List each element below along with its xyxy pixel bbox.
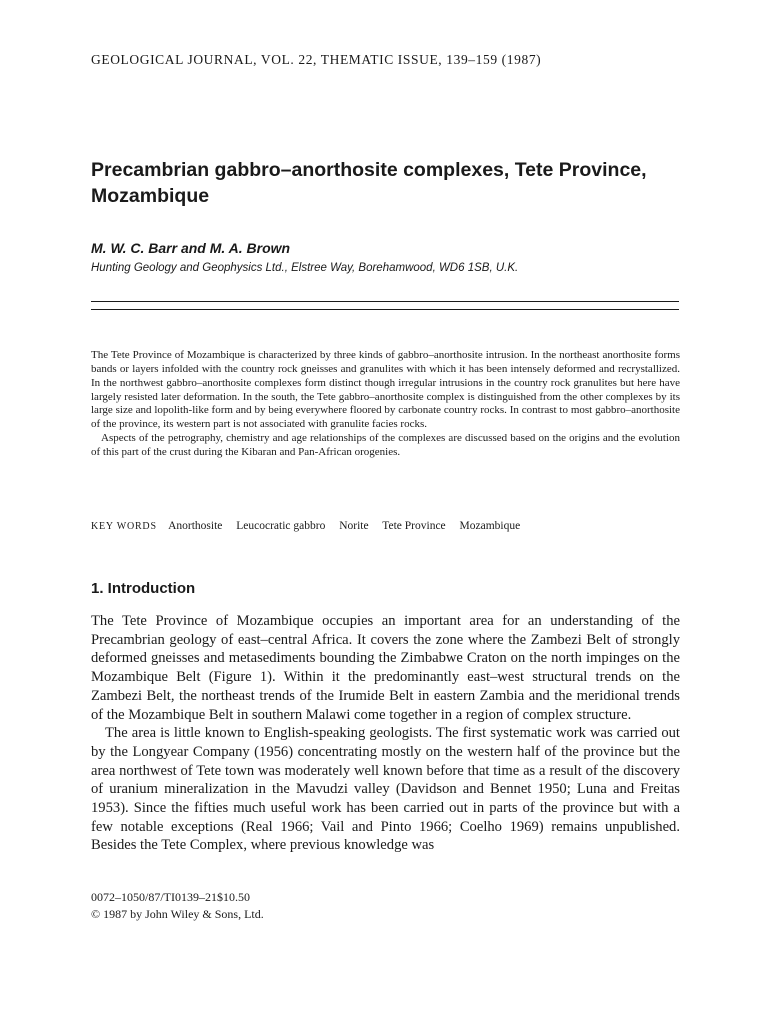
keyword: Leucocratic gabbro bbox=[236, 520, 326, 532]
keywords-label: KEY WORDS bbox=[91, 521, 157, 532]
footer bbox=[91, 889, 491, 923]
article-title: Precambrian gabbro–anorthosite complexes, Tete Province, Mozambique bbox=[91, 159, 647, 207]
keyword: Tete Province bbox=[382, 520, 446, 532]
title-divider-bottom bbox=[91, 309, 679, 310]
affiliation: Hunting Geology and Geophysics Ltd., Elstree Way, Borehamwood, WD6 1SB, U.K. bbox=[91, 262, 519, 274]
keyword: Mozambique bbox=[459, 520, 521, 532]
section-body bbox=[91, 612, 680, 855]
abstract-paragraph: Aspects of the petrography, chemistry and age relationships of the complexes are discussed based on the origins and the evolution of this part of the crust during the Kibaran and Pan-African orogenies. bbox=[91, 432, 680, 458]
abstract bbox=[91, 349, 680, 460]
running-head: GEOLOGICAL JOURNAL, VOL. 22, THEMATIC ISSUE, 139–159 (1987) bbox=[91, 52, 542, 67]
keyword: Anorthosite bbox=[168, 520, 223, 532]
article-code: 0072–1050/87/TI0139–21$10.50 bbox=[91, 890, 250, 904]
abstract-paragraph: The Tete Province of Mozambique is characterized by three kinds of gabbro–anorthosite intrusion. In the northeast anorthosite forms bands or layers infolded with the country rock gneisses and granulites with which it has been intensely deformed and recrystallized. In the northwest gabbro–anorthosite complexes form distinct though irregular intrusions in the country rock granulites but here have largely resisted later deformation. In the south, the Tete gabbro–anorthosite complex is distinguished from the other complexes by its large size and lopolith-like form and by being everywhere floored by carbonate country rocks. In contrast to most gabbro–anorthosite of the province, its western part is not associated with granulite facies rocks. bbox=[91, 349, 680, 431]
title-divider-top bbox=[91, 301, 679, 302]
keywords bbox=[91, 520, 691, 532]
body-paragraph: The area is little known to English-speaking geologists. The first systematic work was carried out by the Longyear Company (1956) concentrating mostly on the western half of the province but the area northwest of Tete town was moderately well known before that time as a result of the discovery of uranium mineralization in the Mavudzi valley (Davidson and Bennet 1950; Luna and Freitas 1953). Since the fifties much useful work has been carried out in parts of the province but with a few notable exceptions (Real 1966; Vail and Pinto 1966; Coelho 1969) remains unpublished. Besides the Tete Complex, where previous knowledge was bbox=[91, 725, 680, 854]
keyword: Norite bbox=[339, 520, 369, 532]
body-paragraph: The Tete Province of Mozambique occupies an important area for an understanding of the Precambrian geology of east–central Africa. It covers the zone where the Zambezi Belt of strongly deformed gneisses and metasediments bounding the Zimbabwe Craton on the north impinges on the Mozambique Belt (Figure 1). Within it the predominantly east–west structural trends on the Zambezi Belt, the northeast trends of the Irumide Belt in eastern Zambia and the meridional trends of the Mozambique Belt in southern Malawi come together in a region of complex structure. bbox=[91, 613, 680, 723]
authors: M. W. C. Barr and M. A. Brown bbox=[91, 240, 291, 256]
section-heading: 1. Introduction bbox=[91, 580, 196, 597]
copyright-notice: © 1987 by John Wiley & Sons, Ltd. bbox=[91, 907, 264, 921]
